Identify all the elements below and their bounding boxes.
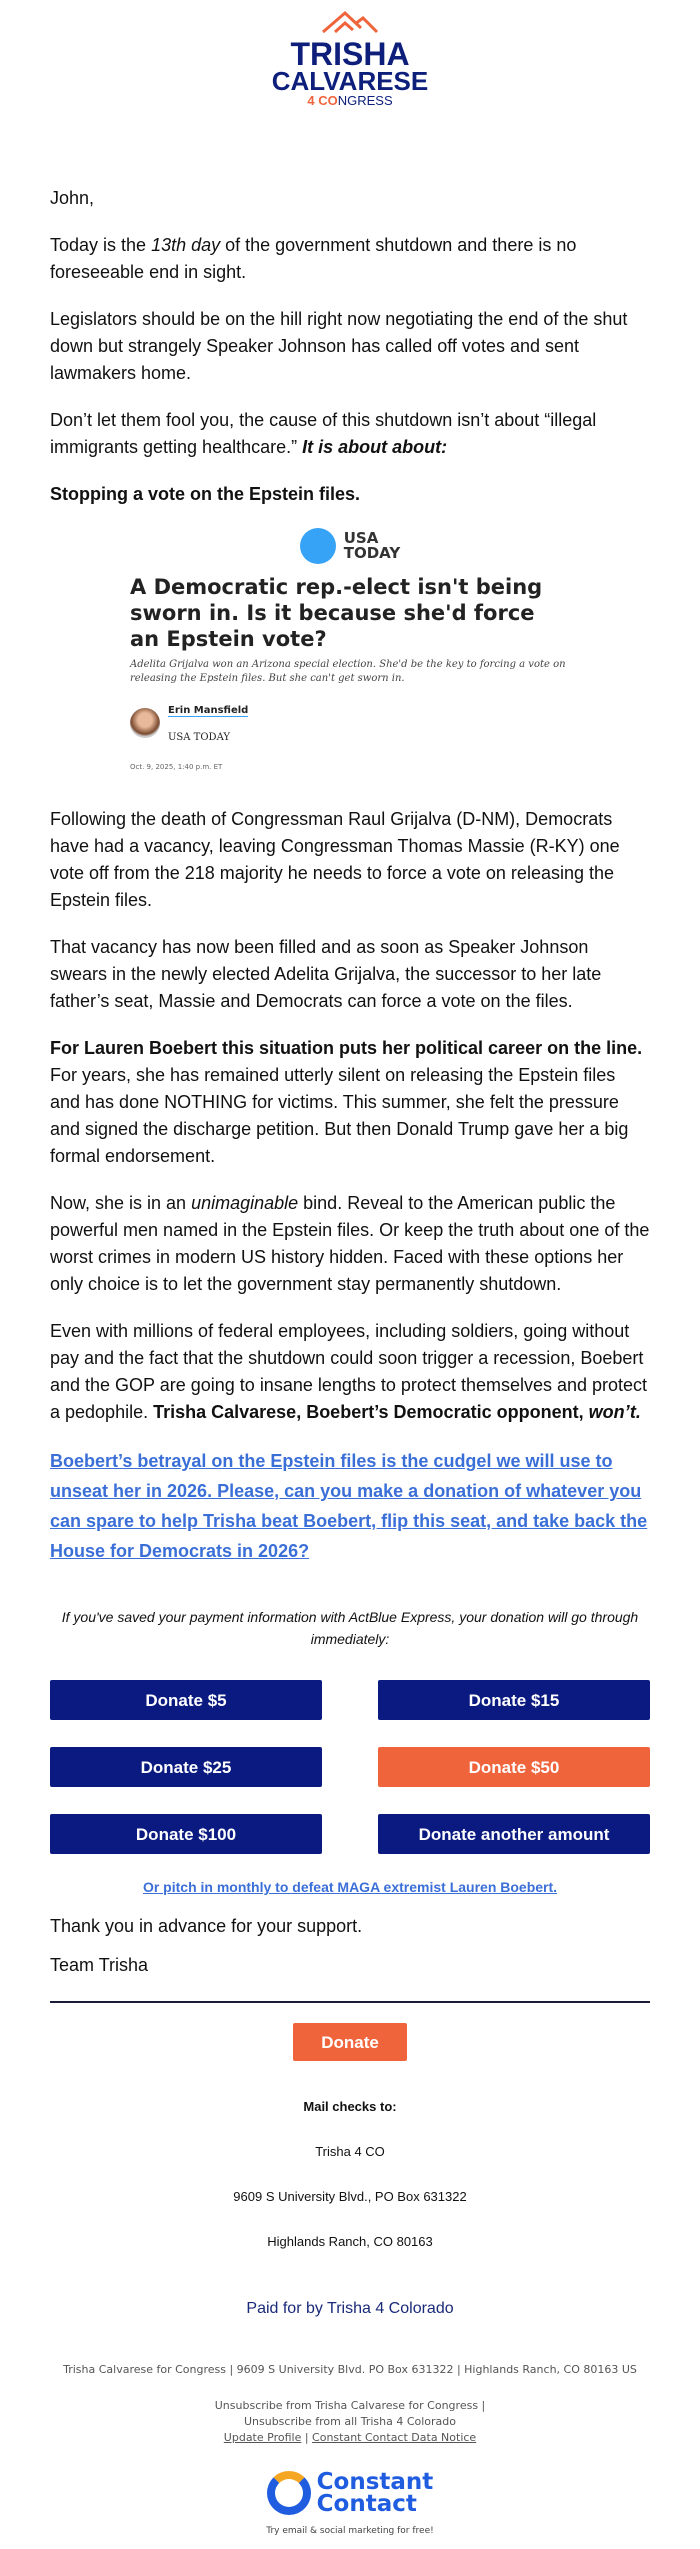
logo-line3: 4 CONGRESS <box>307 93 393 108</box>
author-avatar <box>130 708 160 738</box>
paragraph: Legislators should be on the hill right now negotiating the end of the shut down but strangely Speaker Johnson has called off votes and sent lawmakers home. <box>50 309 628 383</box>
unsubscribe-all-link[interactable]: Unsubscribe from all Trisha 4 Colorado <box>243 2415 457 2428</box>
paid-for-disclaimer: Paid for by Trisha 4 Colorado <box>246 2300 454 2317</box>
donate-100-button[interactable]: Donate $100 <box>50 1814 322 1854</box>
article-subhead: Adelita Grijalva won an Arizona special election. She'd be the key to forcing a vote on releasing the Epstein files. But she can't get sworn in. <box>130 659 566 684</box>
usa-today-logo: USA TODAY <box>130 528 570 564</box>
mountain-icon <box>315 10 385 34</box>
signoff: Team Trisha <box>50 1955 149 1975</box>
paragraph: Don’t let them fool you, the cause of this shutdown isn’t about “illegal immigrants getting healthcare.” It is about about: <box>50 410 597 457</box>
cta-paragraph <box>50 1446 650 1566</box>
monthly-donate-link[interactable]: Or pitch in monthly to defeat MAGA extremist Lauren Boebert. <box>142 1879 558 1895</box>
greeting: John, <box>50 188 95 208</box>
actblue-note: If you've saved your payment information with ActBlue Express, your donation will go through immediately: <box>61 1609 639 1647</box>
article-author: Erin Mansfield USA TODAY <box>130 694 570 751</box>
paragraph: Today is the 13th day of the government shutdown and there is no foreseeable end in sight. <box>50 235 577 282</box>
constant-contact-logo[interactable]: Constant Contact <box>60 2471 640 2515</box>
paragraph: Now, she is in an unimaginable bind. Reveal to the American public the powerful men named in the Epstein files. Or keep the truth about one of the worst crimes in modern US history hidden. Faced with these options her only choice is to let the government stay permanently shutdown. <box>50 1193 650 1294</box>
donate-50-button[interactable]: Donate $50 <box>378 1747 650 1787</box>
monthly-link-wrap <box>50 1874 650 1901</box>
footer: Trisha Calvarese for Congress | 9609 S University Blvd. PO Box 631322 | Highlands Ranch, CO 80163 US Unsubscribe from Trisha Calvarese for Congress | Unsubscribe from all Trisha 4 Colorado Update Profile | Constant Contact Data Notice Constant Contact Try email & social marketing for free! <box>0 2322 700 2549</box>
donate-15-button[interactable]: Donate $15 <box>378 1680 650 1720</box>
mail-checks: Mail checks to: Trisha 4 CO 9609 S University Blvd., PO Box 631322 Highlands Ranch, CO 80163 <box>233 2099 467 2249</box>
donate-25-button[interactable]: Donate $25 <box>50 1747 322 1787</box>
constant-contact-tagline: Try email & social marketing for free! <box>266 2526 434 2536</box>
logo-line1: TRISHA <box>290 36 410 72</box>
donate-other-button[interactable]: Donate another amount <box>378 1814 650 1854</box>
footer-address: Trisha Calvarese for Congress | 9609 S University Blvd. PO Box 631322 | Highlands Ranch, CO 80163 US <box>63 2363 637 2376</box>
paragraph: Following the death of Congressman Raul Grijalva (D-NM), Democrats have had a vacancy, leaving Congressman Thomas Massie (R-KY) one vote off from the 218 majority he needs to force a vote on releasing the Epstein files. <box>50 809 620 910</box>
donate-button[interactable]: Donate <box>293 2023 407 2061</box>
donate-5-button[interactable]: Donate $5 <box>50 1680 322 1720</box>
thanks: Thank you in advance for your support. <box>50 1916 363 1936</box>
logo-line2: CALVARESE <box>271 66 429 96</box>
constant-contact-icon <box>267 2471 311 2515</box>
divider <box>50 2001 650 2003</box>
paragraph: That vacancy has now been filled and as soon as Speaker Johnson swears in the newly elected Adelita Grijalva, the successor to her late father’s seat, Massie and Democrats can force a vote on the files. <box>50 937 602 1011</box>
article-date: Oct. 9, 2025, 1:40 p.m. ET <box>130 763 223 771</box>
usa-today-dot-icon <box>300 528 336 564</box>
news-article-image[interactable] <box>130 528 570 781</box>
update-profile-link[interactable]: Update Profile <box>223 2431 302 2444</box>
data-notice-link[interactable]: Constant Contact Data Notice <box>312 2431 477 2444</box>
unsubscribe-link[interactable]: Unsubscribe from Trisha Calvarese for Congress <box>214 2399 479 2412</box>
paragraph: For Lauren Boebert this situation puts her political career on the line. For years, she has remained utterly silent on releasing the Epstein files and has done NOTHING for victims. This summer, she felt the pressure and signed the discharge petition. But then Donald Trump gave her a big formal endorsement. <box>50 1038 643 1166</box>
donate-buttons <box>50 1680 650 1854</box>
campaign-logo <box>0 0 700 108</box>
paragraph: Even with millions of federal employees, including soldiers, going without pay and the fact that the shutdown could soon trigger a recession, Boebert and the GOP are going to insane lengths to protect themselves and protect a pedophile. Trisha Calvarese, Boebert’s Democratic opponent, won’t. <box>50 1321 648 1422</box>
email-body <box>0 105 700 2322</box>
paragraph-bold: Stopping a vote on the Epstein files. <box>50 484 361 504</box>
cta-donate-link[interactable]: Boebert’s betrayal on the Epstein files is the cudgel we will use to unseat her in 2026. Please, can you make a donation of whatever you can spare to help Trisha beat Boebert, flip this seat, and take back the House for Democrats in 2026? <box>50 1451 648 1561</box>
article-headline: A Democratic rep.-elect isn't being sworn in. Is it because she'd force an Epstein vote? <box>130 575 543 651</box>
